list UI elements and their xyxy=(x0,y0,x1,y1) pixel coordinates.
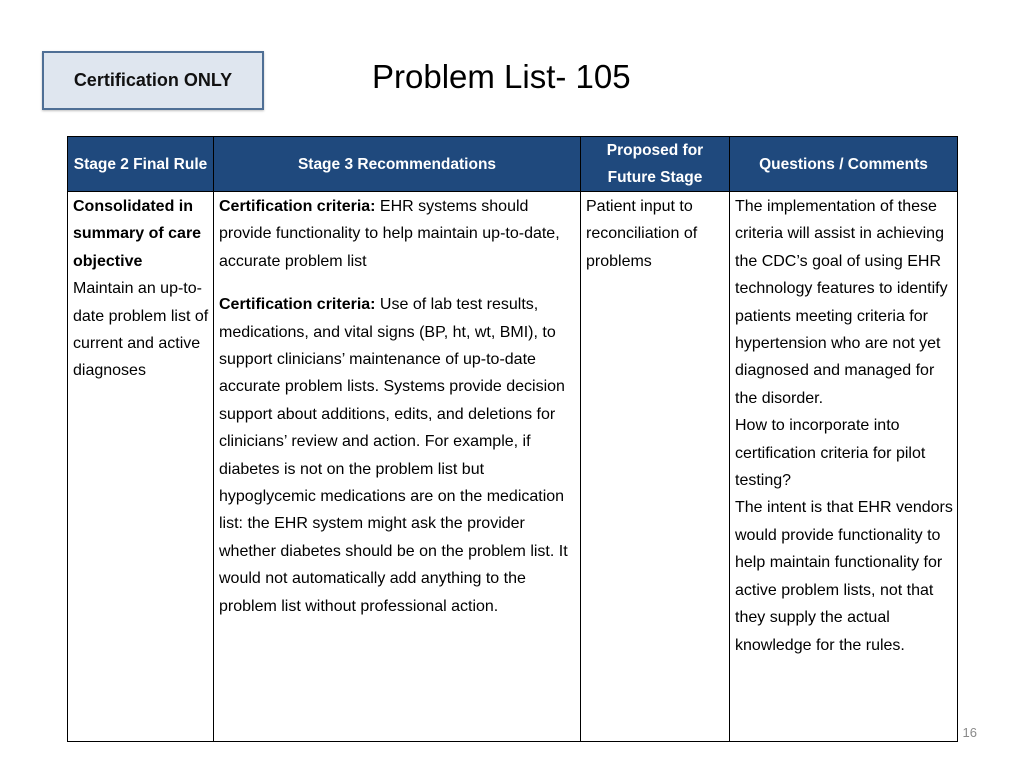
comment-paragraph-2: How to incorporate into certification criteria for pilot testing? xyxy=(735,417,926,490)
criteria-label-1: Certification criteria: xyxy=(219,198,376,215)
criteria-text-2: Use of lab test results, medications, and vital signs (BP, ht, wt, BMI), to support clinicians’ maintenance of up-to-date accurate problem lists. Systems provide decision support about additions, edits, and deletions for clinicians’ review and action. For example, if diabetes is not on the problem list but hypoglycemic medications are on the medication list: the EHR system might ask the provider whether diabetes should be on the problem list. It would not automatically add anything to the problem list without professional action. xyxy=(219,296,568,615)
cell-questions-comments xyxy=(730,192,958,742)
stage2-heading: Consolidated in summary of care objective xyxy=(73,198,202,270)
criteria-text-1: EHR systems should provide functionality to help maintain up-to-date, accurate problem list xyxy=(219,198,560,270)
slide-title: Problem List- 105 xyxy=(372,58,631,95)
cell-stage3-recommendations xyxy=(214,192,581,742)
criteria-label-2: Certification criteria: xyxy=(219,296,376,314)
comment-paragraph-1: The implementation of these criteria will assist in achieving the CDC’s goal of using EHR technology features to identify patients meeting criteria for hypertension who are not yet diagnosed and managed for the disorder. xyxy=(735,198,948,407)
stage2-text: Maintain an up-to-date problem list of current and active diagnoses xyxy=(73,280,209,380)
cell-proposed-future-stage xyxy=(581,192,730,742)
comment-paragraph-3: The intent is that EHR vendors would provide functionality to help maintain functionality for active problem lists, not that they supply the actual knowledge for the rules. xyxy=(735,499,953,654)
problem-list-table xyxy=(67,136,958,742)
header-proposed-future-stage: Proposed for Future Stage xyxy=(581,137,730,192)
header-stage3-recommendations: Stage 3 Recommendations xyxy=(214,137,581,192)
table-header-row xyxy=(68,137,958,192)
certification-only-badge: Certification ONLY xyxy=(42,51,264,110)
slide-number: 16 xyxy=(962,725,977,740)
cell-stage2-final-rule xyxy=(68,192,214,742)
future-stage-text: Patient input to reconciliation of problems xyxy=(586,198,698,270)
header-stage2-final-rule: Stage 2 Final Rule xyxy=(68,137,214,192)
table-row xyxy=(68,192,958,742)
header-questions-comments: Questions / Comments xyxy=(730,137,958,192)
